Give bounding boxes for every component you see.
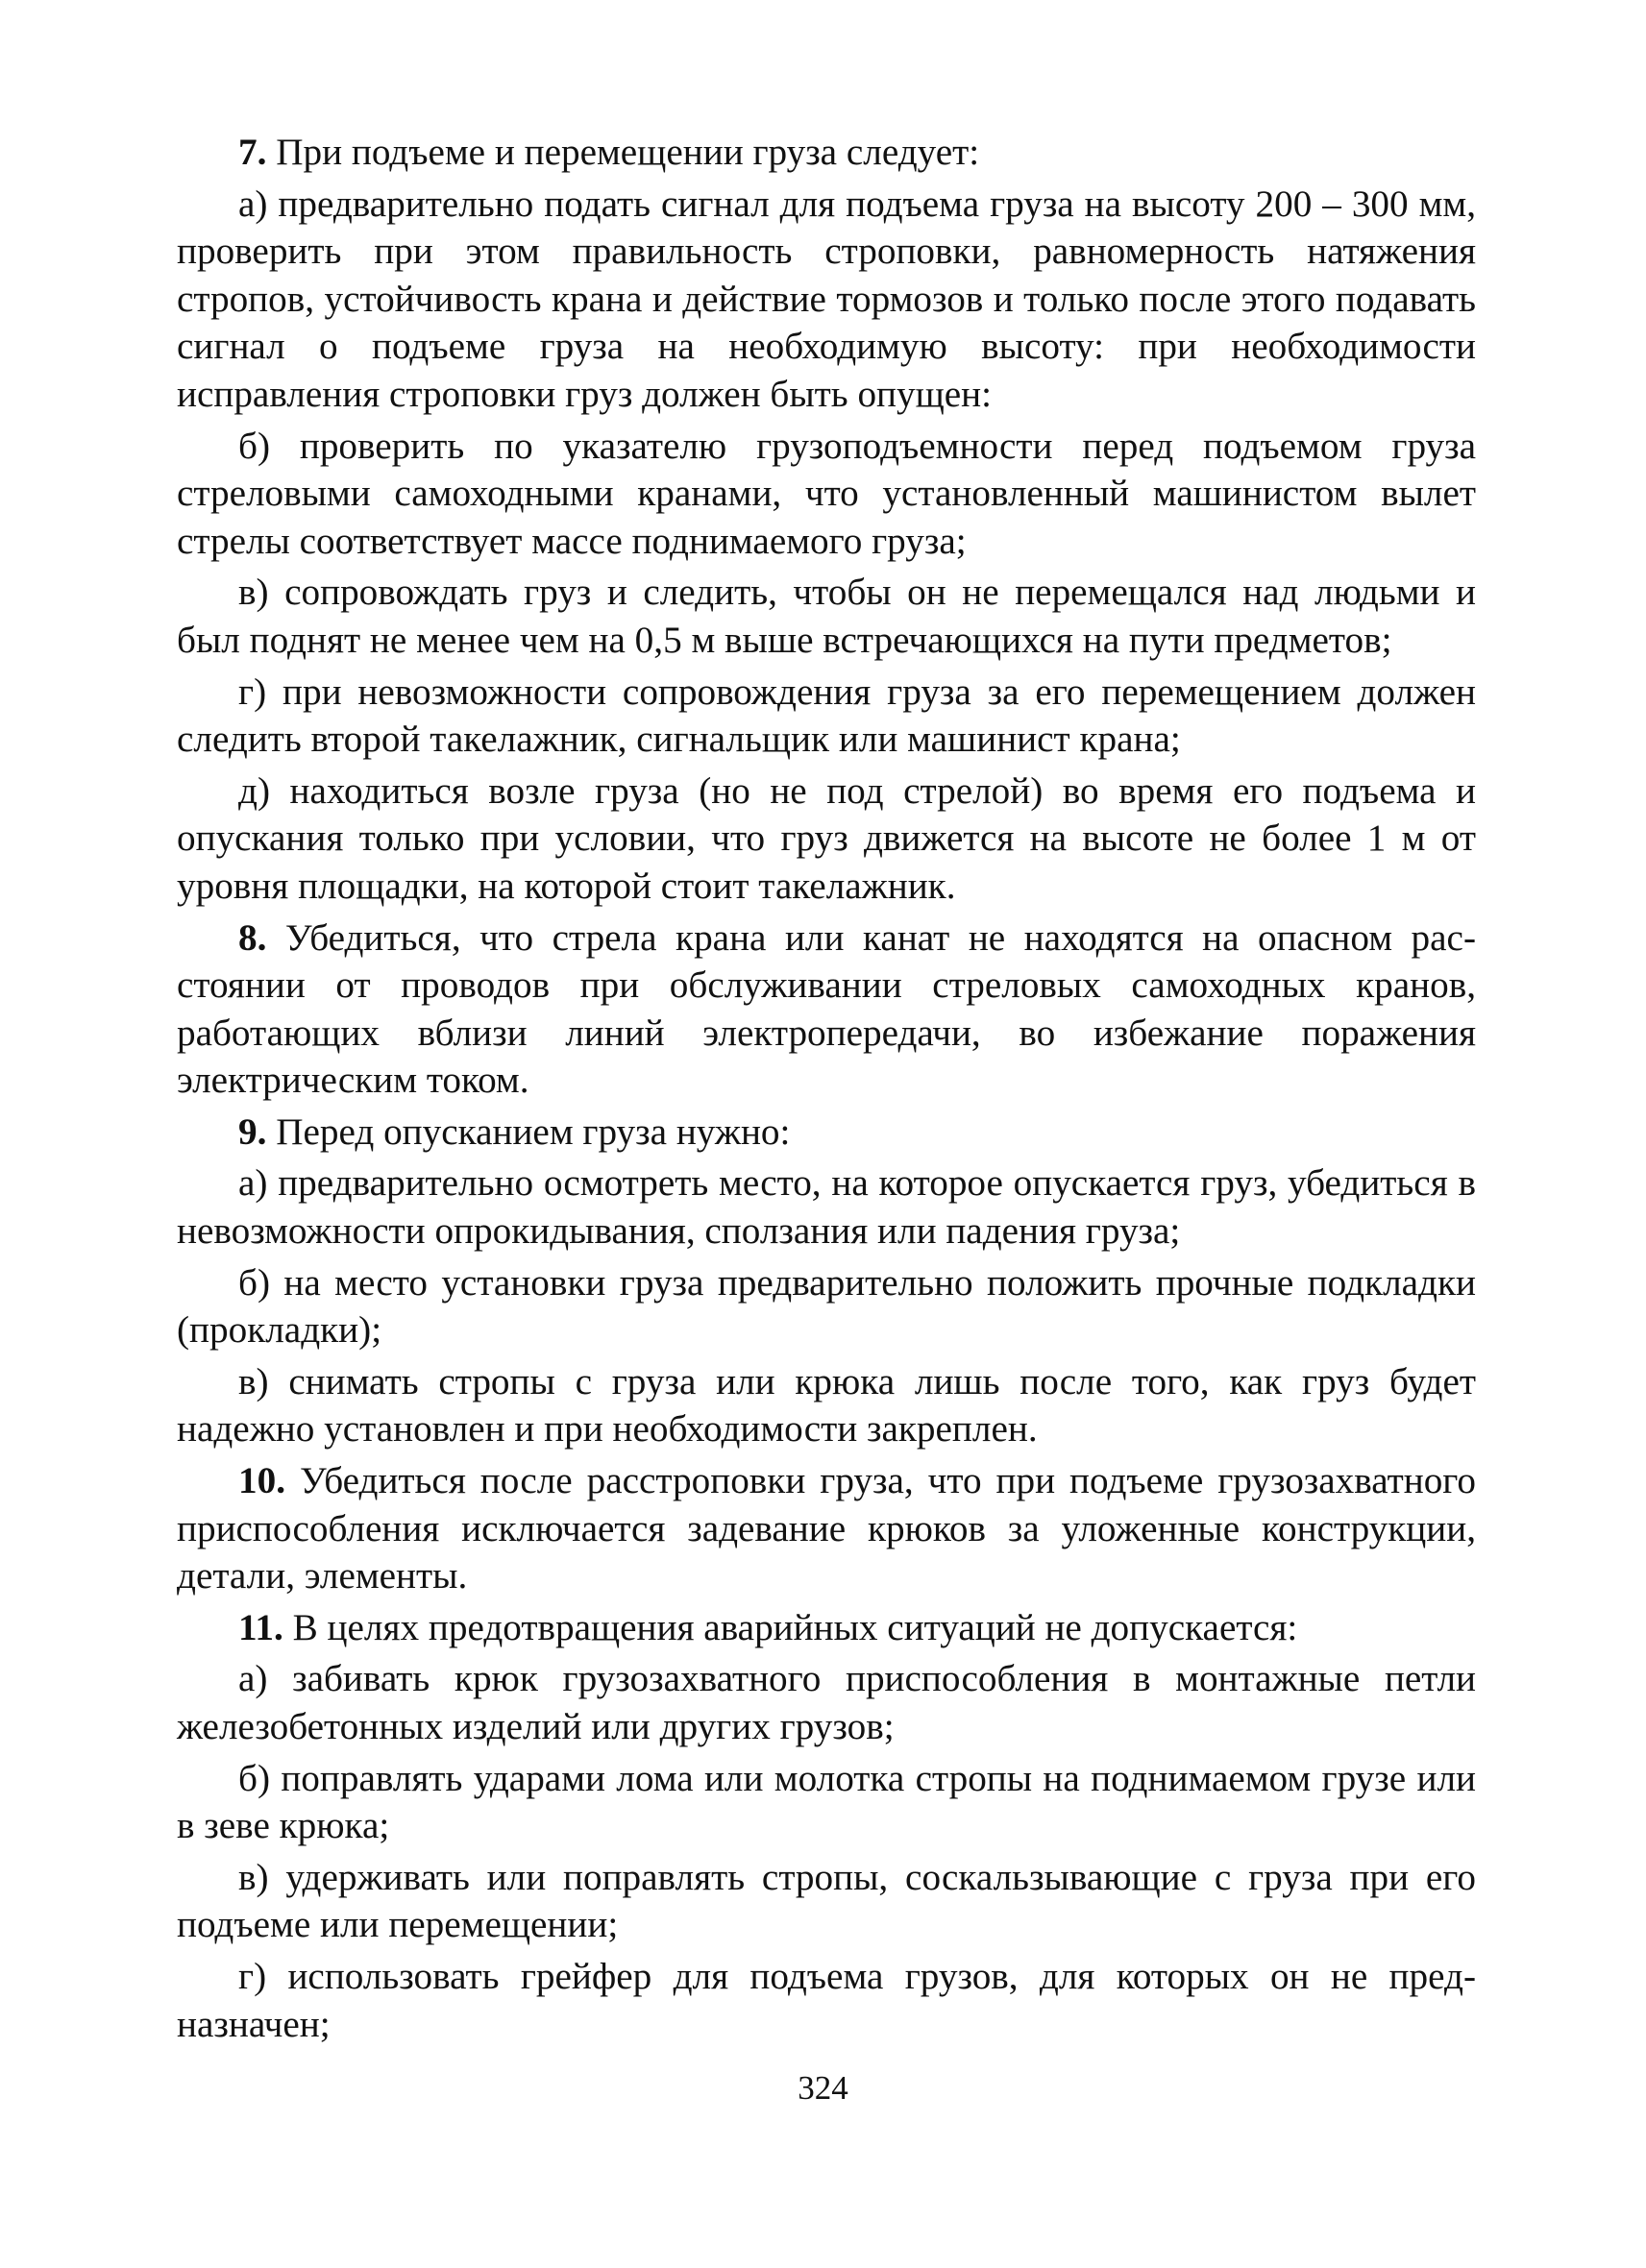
- paragraph-9a: [177, 1156, 1476, 1255]
- paragraph-text: Убедиться после расстроповки груза, что при подъеме грузозахватного приспособления исключается задевание крюков за уложенные конструкции, детали, элементы.: [177, 1460, 1476, 1597]
- paragraph-7g: [177, 665, 1476, 764]
- paragraph-7b: [177, 419, 1476, 566]
- paragraph-text: д) находиться возле груза (но не под стрелой) во время его подъема и опускания только при условии, что груз движется на высоте не более 1 м от уровня площадки, на которой стоит такелажник.: [177, 769, 1476, 907]
- paragraph-text: г) при невозможности сопровождения груза за его перемещением должен следить второй такелажник, сигнальщик или машинист крана;: [177, 671, 1476, 761]
- paragraph-text: а) предварительно осмотреть место, на которое опускается груз, убедиться в невозможности опрокидывания, сползания или падения груза;: [177, 1162, 1476, 1253]
- item-number: 11.: [238, 1606, 283, 1648]
- paragraph-text: Убедиться, что стрела крана или канат не находятся на опасном расстоянии от проводов при обслуживании стреловых самоходных кранов, работающих вблизи линий электропередачи, во избежание поражения электрическим током.: [177, 916, 1476, 1102]
- item-number: 8.: [238, 916, 267, 959]
- paragraph-11: [177, 1600, 1476, 1652]
- paragraph-text: а) предварительно подать сигнал для подъема груза на высоту 200 – 300 мм, проверить при этом правильность строповки, равномерность натяжения стропов, устойчивость крана и действие тормозов и только после этого подавать сигнал о подъеме груза на необходимую высоту: при необходимости исправления строповки груз должен быть опущен:: [177, 183, 1476, 415]
- paragraph-11v: [177, 1850, 1476, 1949]
- paragraph-8: [177, 911, 1476, 1105]
- paragraph-10: [177, 1453, 1476, 1600]
- paragraph-text: В целях предотвращения аварийных ситуаций не допускается:: [283, 1606, 1298, 1648]
- page-body: [177, 125, 1476, 2048]
- paragraph-text: а) забивать крюк грузозахватного приспособления в монтажные петли железобетонных изделий или других грузов;: [177, 1658, 1476, 1747]
- paragraph-9v: [177, 1354, 1476, 1453]
- paragraph-7a: [177, 177, 1476, 419]
- paragraph-7d: [177, 764, 1476, 911]
- page-number: 324: [798, 2069, 848, 2107]
- item-number: 9.: [238, 1110, 267, 1153]
- item-number: 10.: [238, 1460, 285, 1502]
- item-number: 7.: [238, 132, 267, 173]
- paragraph-text: в) удерживать или поправлять стропы, соскальзывающие с груза при его подъеме или перемещении;: [177, 1856, 1476, 1946]
- paragraph-text: При подъеме и перемещении груза следует:: [266, 132, 980, 173]
- paragraph-text: б) поправлять ударами лома или молотка стропы на поднимаемом грузе или в зеве крюка;: [177, 1757, 1476, 1847]
- paragraph-11g: [177, 1949, 1476, 2048]
- paragraph-11a: [177, 1651, 1476, 1750]
- paragraph-text: г) использовать грейфер для подъема грузов, для которых он не предназначен;: [177, 1955, 1476, 2045]
- paragraph-text: в) сопровождать груз и следить, чтобы он не перемещался над людьми и был поднят не менее чем на 0,5 м выше встречающихся на пути предметов;: [177, 572, 1476, 661]
- paragraph-text: Перед опусканием груза нужно:: [266, 1110, 791, 1153]
- paragraph-11b: [177, 1751, 1476, 1850]
- paragraph-text: б) на место установки груза предварительно положить прочные подкладки (прокладки);: [177, 1261, 1476, 1352]
- paragraph-9b: [177, 1256, 1476, 1354]
- paragraph-7v: [177, 565, 1476, 664]
- paragraph-text: б) проверить по указателю грузоподъемности перед подъемом груза стреловыми самоходными кранами, что установленный машинистом вылет стрелы соответствует массе поднимаемого груза;: [177, 425, 1476, 562]
- paragraph-text: в) снимать стропы с груза или крюка лишь после того, как груз будет надежно установлен и при необходимости закреплен.: [177, 1360, 1476, 1451]
- paragraph-9: [177, 1105, 1476, 1157]
- paragraph-7: [177, 125, 1476, 177]
